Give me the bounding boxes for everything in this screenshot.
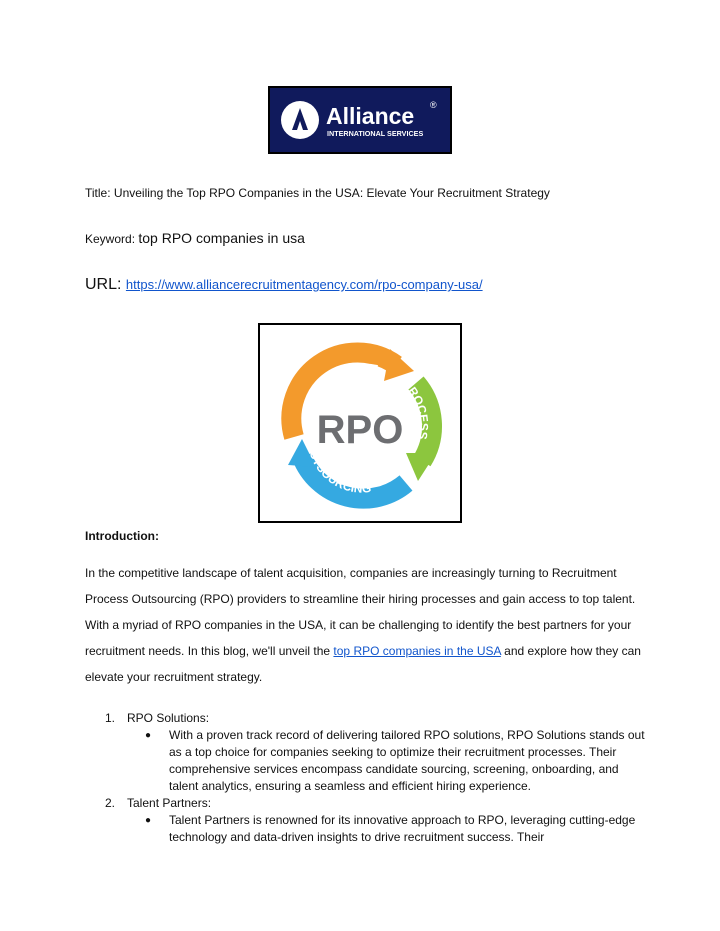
recruitment-label: RECRUITMENT	[299, 360, 379, 426]
bullet-icon: ●	[145, 815, 152, 826]
list-item	[85, 710, 645, 727]
alliance-logo	[268, 86, 452, 154]
company-list	[85, 710, 645, 846]
list-number: 1.	[105, 711, 116, 725]
logo-brand-text: Alliance	[326, 103, 415, 129]
rpo-cycle-image	[258, 323, 462, 523]
title-line	[85, 186, 550, 200]
list-number: 2.	[105, 796, 116, 810]
logo-tagline: INTERNATIONAL SERVICES	[327, 129, 424, 138]
intro-text-after-link: and explore how they can elevate your recruitment strategy.	[85, 644, 641, 684]
url-link[interactable]: https://www.alliancerecruitmentagency.com/rpo-company-usa/	[125, 277, 483, 292]
logo-registered-mark: ®	[430, 100, 437, 110]
title-label: Title:	[85, 186, 111, 200]
list-sub-item	[85, 727, 645, 795]
url-label: URL:	[85, 276, 122, 293]
keyword-value: top RPO companies in usa	[138, 230, 305, 246]
keyword-line	[85, 230, 305, 246]
intro-text-before-link: In the competitive landscape of talent acquisition, companies are increasingly turning to Recruitment Process Outsourcing (RPO) providers to streamline their hiring processes and gain access to top talent. With a myriad of RPO companies in the USA, it can be challenging to identify the best partners for your recruitment needs. In this blog, we'll unveil the	[85, 566, 636, 658]
keyword-label: Keyword:	[85, 232, 136, 246]
company-name: Talent Partners:	[127, 796, 212, 810]
company-name: RPO Solutions:	[127, 711, 210, 725]
bullet-icon: ●	[145, 730, 152, 741]
rpo-center-text: RPO	[316, 408, 404, 452]
list-item	[85, 795, 645, 812]
introduction-heading: Introduction:	[85, 529, 159, 543]
title-text: Unveiling the Top RPO Companies in the USA: Elevate Your Recruitment Strategy	[113, 186, 550, 200]
top-rpo-companies-link[interactable]: top RPO companies in the USA	[333, 644, 501, 658]
outsourcing-label: OUTSOURCING	[304, 441, 372, 496]
url-line	[85, 276, 483, 294]
company-description: With a proven track record of delivering tailored RPO solutions, RPO Solutions stands out as a top choice for companies seeking to optimize their recruitment processes. Their comprehensive services encompass candidate sourcing, screening, onboarding, and talent analytics, ensuring a seamless and efficient hiring experience.	[169, 728, 645, 793]
introduction-paragraph	[85, 560, 645, 690]
company-description: Talent Partners is renowned for its innovative approach to RPO, leveraging cutting-edge technology and data-driven insights to drive recruitment success. Their	[169, 813, 636, 844]
process-label: PROCESS	[399, 377, 431, 441]
list-sub-item	[85, 812, 645, 846]
